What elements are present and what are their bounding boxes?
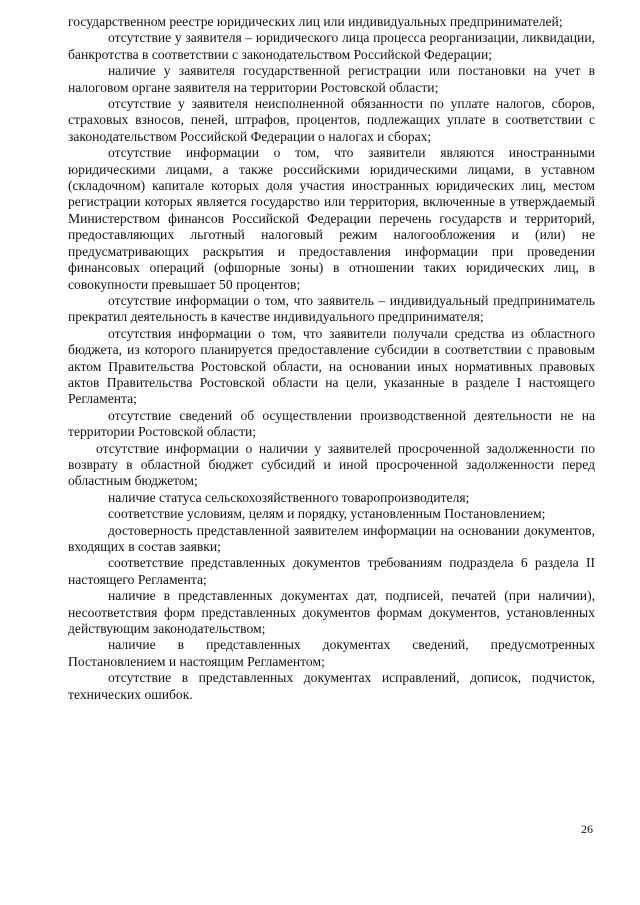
paragraph-no-corrections: отсутствие в представленных документах исправлений, дописок, подчисток, технических ошибок. (68, 670, 595, 702)
paragraph-no-reorganization: отсутствие у заявителя – юридического лица процесса реорганизации, ликвидации, банкротства в соответствии с законодательством Российской Федерации; (68, 30, 595, 62)
paragraph-conditions-compliance: соответствие условиям, целям и порядку, установленным Постановлением; (108, 506, 546, 522)
paragraph-production-in-region: отсутствие сведений об осуществлении производственной деятельности не на территории Ростовской области; (68, 407, 595, 440)
paragraph-dates-signatures-seals: наличие в представленных документах дат, подписей, печатей (при наличии), несоответствия форм представленных документов формам документов, установленных действующим законодательством; (68, 588, 595, 637)
paragraph-agricultural-producer-status: наличие статуса сельскохозяйственного товаропроизводителя; (108, 489, 470, 505)
paragraph-no-overdue-debt: отсутствие информации о наличии у заявителей просроченной задолженности по возврату в областной бюджет субсидий и иной просроченной задолженности перед областным бюджетом; (68, 440, 595, 489)
paragraph-information-reliability: достоверность представленной заявителем информации на основании документов, входящих в состав заявки; (68, 522, 595, 554)
paragraph-documents-requirements: соответствие представленных документов требованиям подраздела 6 раздела II настоящего Регламента; (68, 555, 595, 587)
document-body (68, 14, 595, 703)
paragraph-no-foreign-participation: отсутствие информации о том, что заявители являются иностранными юридическими лицами, а также российскими юридическими лицами, в уставном (складочном) капитале которых доля участия иностранных юридических лиц, местом регистрации которых является государство или территория, включенные в утверждаемый Министерством финансов Российской Федерации перечень государств и территорий, предоставляющих льготный налоговый режим налогообложения и (или) не предусматривающих раскрытия и предоставления информации при проведении финансовых операций (офшорные зоны) в отношении таких юридических лиц, в совокупности превышает 50 процентов; (68, 145, 595, 292)
paragraph-entrepreneur-active: отсутствие информации о том, что заявитель – индивидуальный предприниматель прекратил деятельность в качестве индивидуального предпринимателя; (68, 292, 595, 325)
paragraph-registry-continuation: государственном реестре юридических лиц или индивидуальных предпринимателей; (68, 14, 563, 29)
paragraph-tax-registration: наличие у заявителя государственной регистрации или постановки на учет в налоговом органе заявителя на территории Ростовской области; (68, 63, 595, 95)
paragraph-required-information: наличие в представленных документах сведений, предусмотренных Постановлением и настоящим Регламентом; (68, 637, 595, 669)
paragraph-no-duplicate-funding: отсутствия информации о том, что заявители получали средства из областного бюджета, из которого планируется предоставление субсидии в соответствии с правовым актом Правительства Ростовской области, на основании иных нормативных правовых актов Правительства Ростовской области на цели, указанные в разделе I настоящего Регламента; (68, 325, 595, 407)
page-number: 26 (581, 822, 593, 836)
paragraph-no-tax-arrears: отсутствие у заявителя неисполненной обязанности по уплате налогов, сборов, страховых взносов, пеней, штрафов, процентов, подлежащих уплате в соответствии с законодательством Российской Федерации о налогах и сборах; (68, 96, 595, 144)
